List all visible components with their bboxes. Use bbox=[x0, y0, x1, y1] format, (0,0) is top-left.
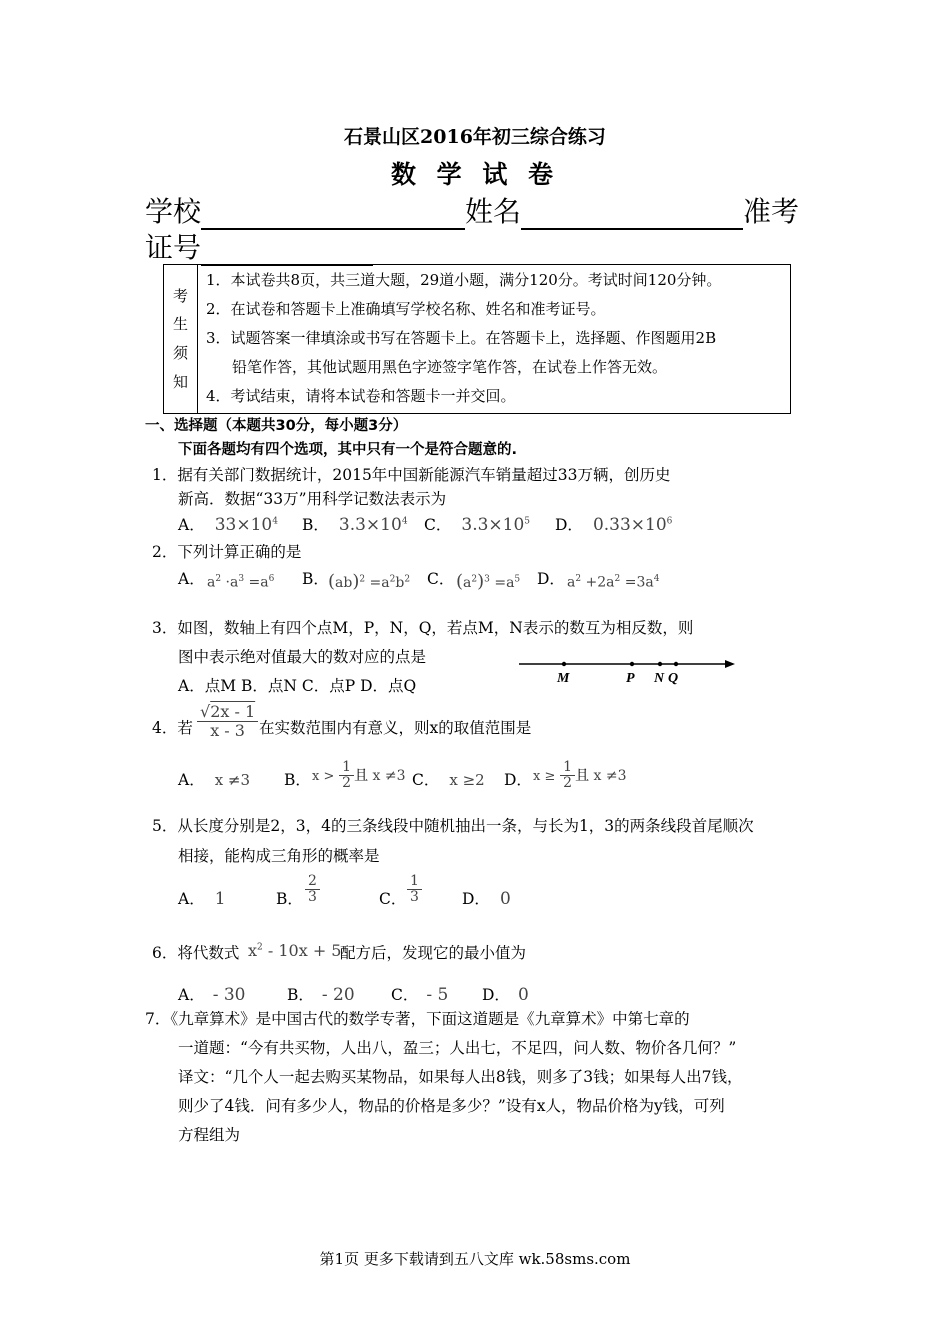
q5-option-b-fraction: $\frac{2}{3}$ bbox=[305, 874, 320, 906]
label-m: M bbox=[557, 671, 570, 686]
exam-title: 石景山区2016年初三综合练习 bbox=[344, 126, 606, 148]
point-p bbox=[630, 662, 634, 666]
q2-option-d-formula: $a^2 +2a^2 =3a^4$ bbox=[567, 574, 660, 591]
q6-option-b[interactable]: B． - 20 bbox=[287, 985, 355, 1005]
point-q bbox=[674, 662, 678, 666]
label-n: N bbox=[654, 671, 665, 686]
name-blank[interactable] bbox=[521, 200, 743, 230]
q4-option-b-formula: x > $\frac{1}{2}$ 且 x ≠3 bbox=[312, 759, 406, 792]
q6-option-c[interactable]: C． - 5 bbox=[391, 985, 449, 1005]
notice-line: 2．在试卷和答题卡上准确填写学校名称、姓名和准考证号。 bbox=[206, 300, 606, 318]
notice-box bbox=[163, 264, 791, 414]
q1-option-c[interactable]: C． $3.3\times 10^5$ bbox=[424, 515, 531, 535]
number-line-arrow bbox=[725, 660, 735, 668]
q2-option-b-formula: $(ab)^2 =a^2b^2$ bbox=[328, 571, 411, 592]
q5-option-d[interactable]: D． 0 bbox=[462, 889, 511, 909]
exam-number-label-part2: 证号 bbox=[145, 231, 202, 264]
notice-line: 铅笔作答，其他试题用黑色字迹签字笔作答，在试卷上作答无效。 bbox=[232, 358, 668, 376]
q5-option-c-fraction: $\frac{1}{3}$ bbox=[407, 874, 422, 906]
q7-line4: 则少了4钱．问有多少人，物品的价格是多少？”设有x人，物品价格为y钱，可列 bbox=[178, 1097, 725, 1115]
q2-option-c-formula: $(a^2)^3 =a^5$ bbox=[456, 571, 521, 592]
info-row-1 bbox=[145, 190, 799, 230]
q1-option-a[interactable]: A． $33\times 10^4$ bbox=[178, 515, 278, 535]
q3-options[interactable]: A．点M B．点N C．点P D．点Q bbox=[178, 677, 417, 695]
notice-side-char: 考 bbox=[173, 287, 189, 305]
q2-option-b[interactable]: B． bbox=[302, 570, 329, 588]
q4-option-a[interactable]: A． x ≠3 bbox=[178, 771, 251, 789]
q7-line5: 方程组为 bbox=[178, 1126, 241, 1144]
exam-subtitle: 数 学 试 卷 bbox=[390, 160, 560, 189]
q1-option-b[interactable]: B． $3.3\times 10^4$ bbox=[302, 515, 408, 535]
number-line bbox=[515, 652, 740, 688]
q5-option-b[interactable]: B． bbox=[276, 890, 303, 908]
q1-stem-line1: 1．据有关部门数据统计，2015年中国新能源汽车销量超过33万辆，创历史 bbox=[152, 466, 671, 484]
q4-fraction: $\frac{√2x - 1}{x - 3}$ bbox=[197, 703, 258, 739]
q2-option-d[interactable]: D． bbox=[537, 570, 565, 588]
q4-option-c[interactable]: C． x ≥2 bbox=[412, 771, 485, 789]
q6-expression: $x^2 - 10x + 5$ bbox=[248, 941, 342, 960]
q3-stem-line1: 3．如图，数轴上有四个点M，P，N，Q，若点M，N表示的数互为相反数，则 bbox=[152, 619, 694, 637]
label-p: P bbox=[626, 671, 635, 686]
q2-option-c[interactable]: C． bbox=[427, 570, 455, 588]
notice-line: 1．本试卷共8页，共三道大题，29道小题，满分120分。考试时间120分钟。 bbox=[206, 271, 722, 289]
q1-stem-line2: 新高．数据“33万”用科学记数法表示为 bbox=[178, 490, 447, 508]
q6-prefix: 6．将代数式 bbox=[152, 944, 240, 962]
exam-number-blank[interactable] bbox=[201, 236, 373, 266]
notice-line: 4．考试结束，请将本试卷和答题卡一并交回。 bbox=[206, 387, 516, 405]
q6-option-d[interactable]: D． 0 bbox=[482, 985, 529, 1005]
q3-stem-line2: 图中表示绝对值最大的数对应的点是 bbox=[178, 648, 427, 666]
q5-option-c[interactable]: C． bbox=[379, 890, 407, 908]
notice-side-char: 生 bbox=[173, 315, 189, 333]
q7-line1: 7．《九章算术》是中国古代的数学专著，下面这道题是《九章算术》中第七章的 bbox=[145, 1010, 690, 1028]
q2-option-a[interactable]: A． bbox=[178, 570, 205, 588]
section1-heading: 一、选择题（本题共30分，每小题3分） bbox=[145, 418, 408, 434]
q5-stem-line2: 相接，能构成三角形的概率是 bbox=[178, 847, 380, 865]
q1-option-d[interactable]: D． $0.33\times 10^6$ bbox=[555, 515, 673, 535]
notice-side-char: 须 bbox=[173, 344, 189, 362]
q6-option-a[interactable]: A． - 30 bbox=[178, 985, 246, 1005]
q5-option-a[interactable]: A． 1 bbox=[178, 889, 226, 909]
q5-stem-line1: 5．从长度分别是2，3，4的三条线段中随机抽出一条，与长为1，3的两条线段首尾顺次 bbox=[152, 817, 754, 835]
school-label: 学校 bbox=[145, 195, 202, 228]
q7-line2: 一道题：“今有共买物，人出八，盈三；人出七，不足四，问人数、物价各几何？” bbox=[178, 1039, 737, 1057]
q4-prefix: 4．若 bbox=[152, 719, 193, 737]
q4-option-d[interactable]: D． bbox=[504, 771, 532, 789]
label-q: Q bbox=[668, 671, 679, 686]
notice-side-label bbox=[164, 265, 198, 413]
q7-line3: 译文：“几个人一起去购买某物品，如果每人出8钱，则多了3钱；如果每人出7钱， bbox=[178, 1068, 743, 1086]
notice-line: 3．试题答案一律填涂或书写在答题卡上。在答题卡上，选择题、作图题用2B bbox=[206, 329, 717, 347]
point-n bbox=[658, 662, 662, 666]
notice-side-char: 知 bbox=[173, 373, 189, 391]
name-label: 姓名 bbox=[465, 195, 522, 228]
q2-option-a-formula: $a^2 \cdot a^3 =a^6$ bbox=[207, 574, 275, 591]
q4-option-d-formula: x ≥ $\frac{1}{2}$ 且 x ≠3 bbox=[533, 759, 627, 792]
q4-suffix: 在实数范围内有意义，则x的取值范围是 bbox=[259, 719, 532, 737]
exam-number-label-part1: 准考 bbox=[743, 195, 800, 228]
q4-option-b[interactable]: B． bbox=[284, 771, 311, 789]
q6-suffix: 配方后，发现它的最小值为 bbox=[340, 944, 527, 962]
info-row-2 bbox=[145, 226, 373, 266]
section1-instruction: 下面各题均有四个选项，其中只有一个是符合题意的. bbox=[178, 442, 518, 458]
q2-stem: 2．下列计算正确的是 bbox=[152, 543, 302, 561]
point-m bbox=[562, 662, 566, 666]
page-footer: 第1页 更多下载请到五八文库 wk.58sms.com bbox=[319, 1250, 631, 1268]
